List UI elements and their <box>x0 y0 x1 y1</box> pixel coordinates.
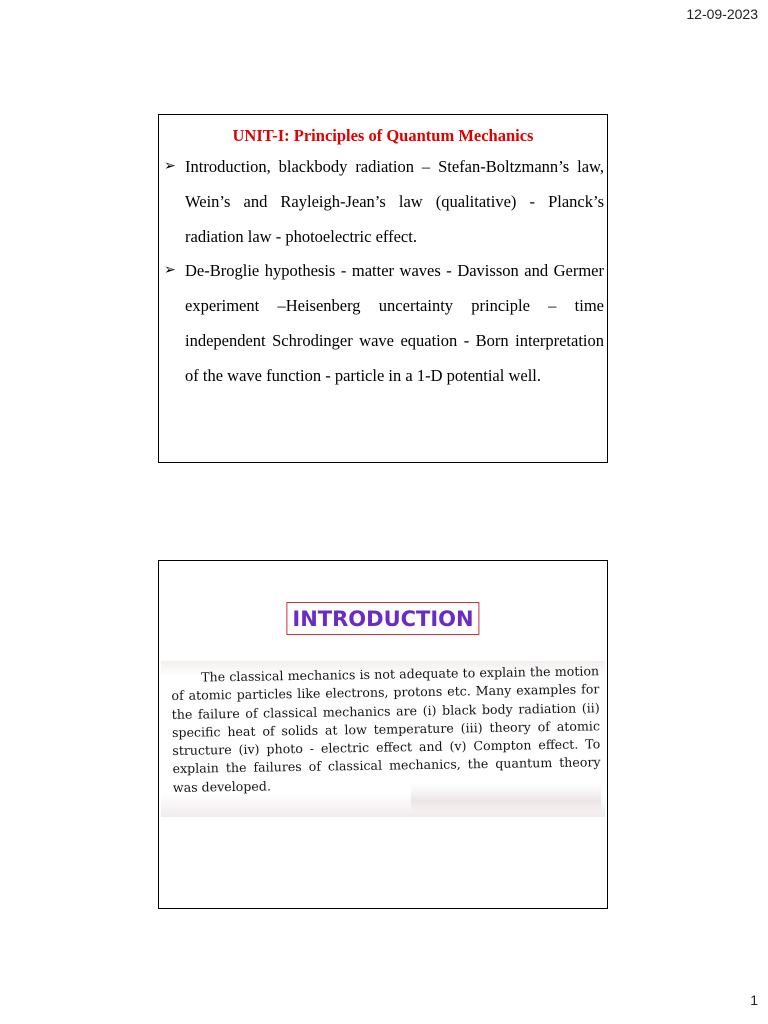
date-stamp: 12-09-2023 <box>686 6 758 22</box>
topic-text: Introduction, blackbody radiation – Stefan-Boltzmann’s law, Wein’s and Rayleigh-Jean’s law (qualitative) - Planck’s radiation law - photoelectric effect. <box>185 157 604 246</box>
topic-item <box>159 150 607 254</box>
slide-introduction <box>158 560 608 909</box>
topic-item <box>159 254 607 393</box>
introduction-paragraph: The classical mechanics is not adequate to explain the motion of atomic particles like electrons, protons etc. Many examples for the failure of classical mechanics are (i) black body radiation (ii) specific heat of solids at low temperature (iii) theory of atomic structure (iv) photo - electric effect and (v) Compton effect. To explain the failures of classical mechanics, the quantum theory was developed. <box>171 663 601 795</box>
arrow-bullet-icon: ➢ <box>164 159 176 174</box>
slide-unit-1 <box>158 114 608 463</box>
scanned-text-image <box>161 661 605 817</box>
introduction-heading: INTRODUCTION <box>286 602 479 635</box>
arrow-bullet-icon: ➢ <box>164 263 176 279</box>
page-number: 1 <box>750 992 758 1008</box>
topic-text: De-Broglie hypothesis - matter waves - Davisson and Germer experiment –Heisenberg uncertainty principle – time independent Schrodinger wave equation - Born interpretation of the wave function - particle in a 1-D potential well. <box>185 261 604 385</box>
topic-list <box>159 150 607 394</box>
slide-title: UNIT-I: Principles of Quantum Mechanics <box>232 126 534 145</box>
scan-bleed-through <box>411 783 601 813</box>
